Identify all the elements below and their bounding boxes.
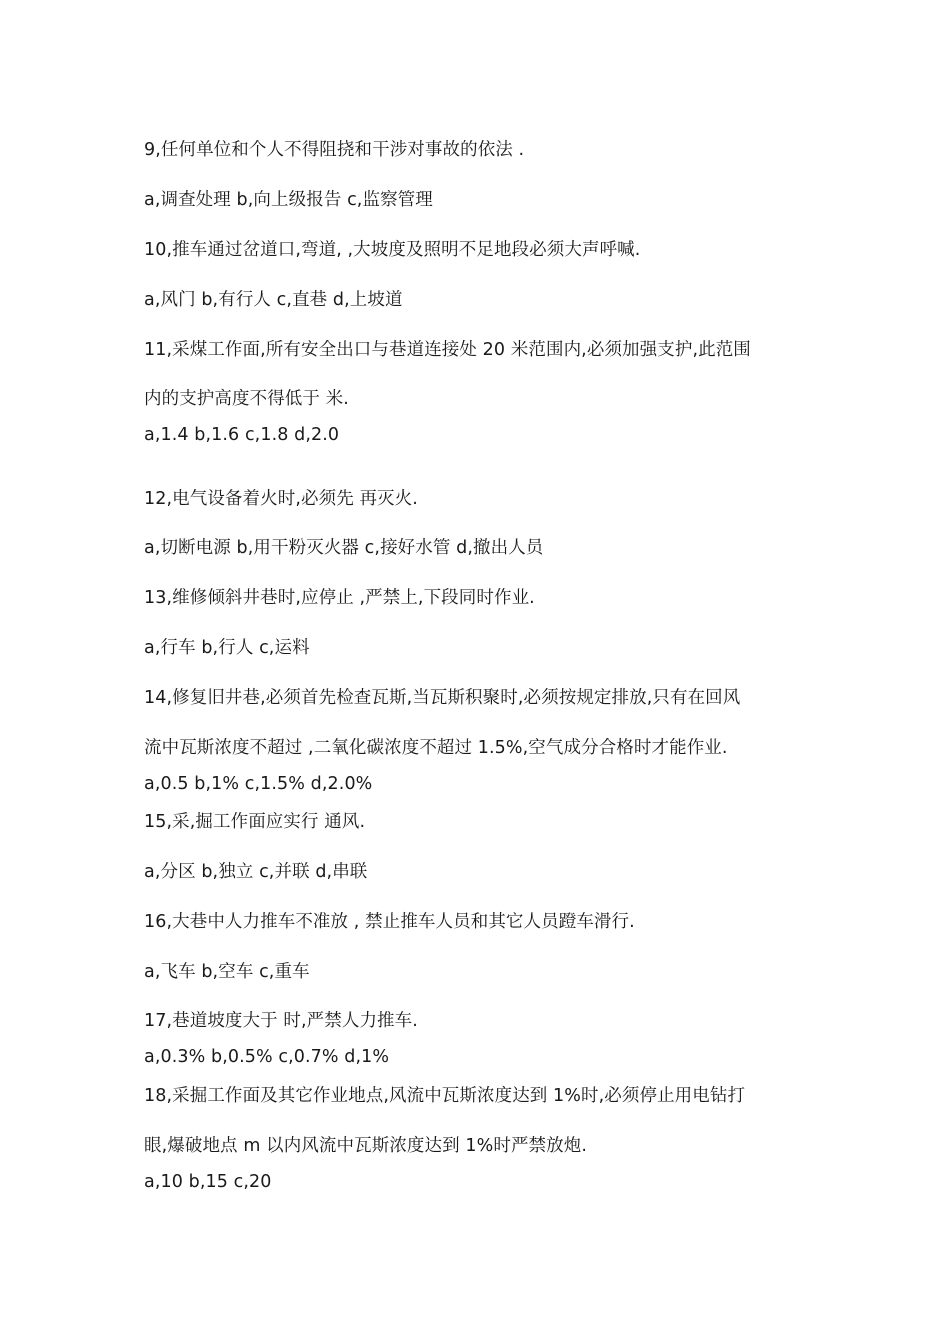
options-18: a,10 b,15 c,20 [144,1172,272,1192]
question-18-line-1: 18,采掘工作面及其它作业地点,风流中瓦斯浓度达到 1%时,必须停止用电钻打 [144,1086,746,1106]
question-17: 17,巷道坡度大于 时,严禁人力推车. [144,1011,418,1031]
options-12: a,切断电源 b,用干粉灭火器 c,接好水管 d,撤出人员 [144,538,544,558]
question-11-line-1: 11,采煤工作面,所有安全出口与巷道连接处 20 米范围内,必须加强支护,此范围 [144,340,751,360]
question-9: 9,任何单位和个人不得阻挠和干涉对事故的依法 . [144,140,525,160]
question-11-line-2: 内的支护高度不得低于 米. [144,389,349,409]
question-10: 10,推车通过岔道口,弯道, ,大坡度及照明不足地段必须大声呼喊. [144,240,641,260]
options-10: a,风门 b,有行人 c,直巷 d,上坡道 [144,290,403,310]
options-11: a,1.4 b,1.6 c,1.8 d,2.0 [144,425,340,445]
question-14-line-1: 14,修复旧井巷,必须首先检查瓦斯,当瓦斯积聚时,必须按规定排放,只有在回风 [144,688,741,708]
options-13: a,行车 b,行人 c,运料 [144,638,310,658]
question-18-line-2: 眼,爆破地点 m 以内风流中瓦斯浓度达到 1%时严禁放炮. [144,1136,588,1156]
options-9: a,调查处理 b,向上级报告 c,监察管理 [144,190,433,210]
options-15: a,分区 b,独立 c,并联 d,串联 [144,862,368,882]
options-17: a,0.3% b,0.5% c,0.7% d,1% [144,1047,390,1067]
question-15: 15,采,掘工作面应实行 通风. [144,812,366,832]
question-12: 12,电气设备着火时,必须先 再灭火. [144,489,418,509]
question-13: 13,维修倾斜井巷时,应停止 ,严禁上,下段同时作业. [144,588,535,608]
question-14-line-2: 流中瓦斯浓度不超过 ,二氧化碳浓度不超过 1.5%,空气成分合格时才能作业. [144,738,728,758]
options-16: a,飞车 b,空车 c,重车 [144,962,310,982]
question-16: 16,大巷中人力推车不准放 , 禁止推车人员和其它人员蹬车滑行. [144,912,635,932]
options-14: a,0.5 b,1% c,1.5% d,2.0% [144,774,373,794]
